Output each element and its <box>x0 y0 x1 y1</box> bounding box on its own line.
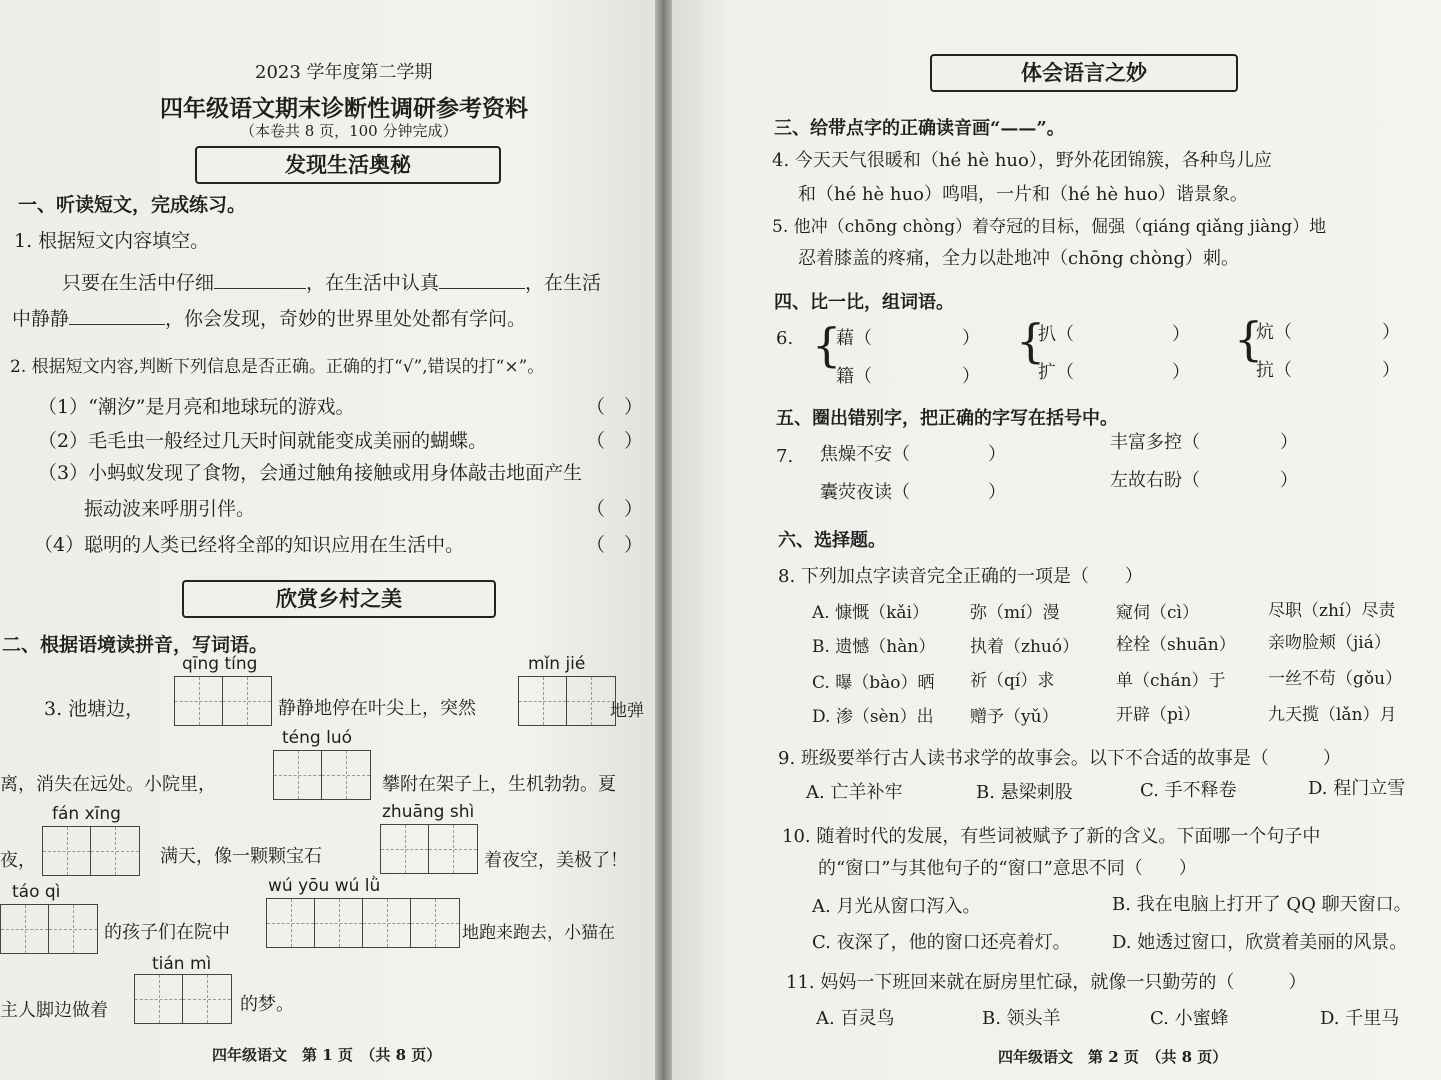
compare-char: 炕（ <box>1256 322 1292 343</box>
pinyin-label: táo qì <box>12 882 61 902</box>
compare-char: 扩（ <box>1038 362 1074 383</box>
answer-paren[interactable]: （ ） <box>586 498 644 520</box>
option-row[interactable]: C. 曝（bào）晒 <box>812 673 935 693</box>
char-grid[interactable] <box>42 826 140 876</box>
question-11: 11. 妈妈一下班回来就在厨房里忙碌，就像一只勤劳的（ ） <box>786 972 1307 993</box>
answer-paren[interactable]: （ ） <box>586 430 644 452</box>
option[interactable]: C. 夜深了，他的窗口还亮着灯。 <box>812 932 1071 953</box>
pinyin-label: mǐn jié <box>528 654 586 674</box>
question-8: 8. 下列加点字读音完全正确的一项是（ ） <box>778 566 1143 587</box>
compare-char: 藉（ <box>836 328 872 349</box>
brace-icon: { <box>1234 312 1264 366</box>
question-2: 2. 根据短文内容,判断下列信息是否正确。正确的打“√”,错误的打“×”。 <box>10 357 545 377</box>
left-page <box>0 0 655 1080</box>
section-3-heading: 三、给带点字的正确读音画“——”。 <box>774 118 1065 139</box>
option[interactable]: A. 百灵鸟 <box>816 1008 895 1029</box>
option-row[interactable]: D. 渗（sèn）出 <box>812 707 934 727</box>
char-grid[interactable] <box>266 898 460 948</box>
section-5-heading: 五、圈出错别字，把正确的字写在括号中。 <box>776 408 1118 429</box>
answer-paren[interactable]: （ ） <box>586 534 644 556</box>
typo-item: 丰富多控（ <box>1110 432 1200 453</box>
brace-icon: { <box>812 318 842 372</box>
question-3-text: 的梦。 <box>240 994 294 1015</box>
question-4-line-1: 4. 今天天气很暖和（hé hè huo），野外花团锦簇，各种鸟儿应 <box>772 150 1272 171</box>
question-9: 9. 班级要举行古人读书求学的故事会。以下不合适的故事是（ ） <box>778 748 1341 769</box>
pinyin-label: fán xīng <box>52 804 121 824</box>
page-footer-right: 四年级语文 第 2 页 （共 8 页） <box>998 1048 1228 1066</box>
question-3-text: 着夜空，美极了！ <box>484 850 628 871</box>
option[interactable]: C. 手不释卷 <box>1140 780 1237 801</box>
judge-item-3-cont: 振动波来呼朋引伴。 <box>84 498 256 520</box>
pinyin-label: tián mì <box>152 954 212 974</box>
char-grid[interactable] <box>273 750 371 800</box>
question-5-line-2: 忍着膝盖的疼痛，全力以赴地冲（chōng chòng）刺。 <box>798 248 1239 269</box>
option-row[interactable]: A. 慷慨（kǎi） <box>812 603 929 623</box>
question-3-text: 主人脚边做着 <box>0 1000 108 1021</box>
option[interactable]: D. 她透过窗口，欣赏着美丽的风景。 <box>1112 932 1408 953</box>
judge-item-3: （3）小蚂蚁发现了食物，会通过触角接触或用身体敲击地面产生 <box>38 462 583 484</box>
option[interactable]: B. 我在电脑上打开了 QQ 聊天窗口。 <box>1112 894 1412 915</box>
option[interactable]: D. 千里马 <box>1320 1008 1400 1029</box>
char-grid[interactable] <box>0 904 98 954</box>
question-3-prefix: 3. 池塘边， <box>44 698 145 720</box>
char-grid[interactable] <box>380 824 478 874</box>
question-1-line-2: 中静静 ，你会发现，奇妙的世界里处处都有学问。 <box>12 308 527 330</box>
pinyin-label: zhuāng shì <box>382 802 475 822</box>
question-3-text: 地弹 <box>610 701 644 721</box>
option[interactable]: C. 小蜜蜂 <box>1150 1008 1229 1029</box>
typo-item: 左故右盼（ <box>1110 470 1200 491</box>
book-gutter <box>655 0 672 1080</box>
option-row[interactable]: B. 遗憾（hàn） <box>812 637 936 657</box>
right-page: 体会语言之妙 三、给带点字的正确读音画“——”。 4. 今天天气很暖和（hé hè huo），野外花团锦簇，各种鸟儿应 和（hé hè huo）鸣唱，一片和（hé hè huo）谐景象。 5. 他冲（chōng chòng）着夺冠的目标，倔强（qiáng qiǎng jiàng）地 忍着膝盖的疼痛，全力以赴地冲（chōng chòng）刺。 四、比一比，组词语。 6. { 藉（ ） 籍（ ） { 扒（ ） 扩（ ） { 炕（ ） 抗（ ） 五、圈出错别字，把正确的字写在括号中。 7. 焦燥不安（ ） 丰富多控（ ） 囊荧夜读（ ） 左故右盼（ ） 六、选择题。 8. 下列加点字读音完全正确的一项是（ ） A. 慷慨（kǎi） 弥（mí）漫 窥伺（cì） 尽职（zhí）尽责 B. 遗憾（hàn） 执着（zhuó） 栓栓（shuān） 亲吻脸颊（jiá） C. 曝（bào）晒 祈（qí）求 单（chán）于 一丝不苟（gǒu） D. 渗（sèn）出 赠予（yǔ） 开辟（pì） 九天揽（lǎn）月 9. 班级要举行古人读书求学的故事会。以下不合适的故事是（ ） A. 亡羊补牢 B. 悬梁刺股 C. 手不释卷 D. 程门立雪 10. 随着时代的发展，有些词被赋予了新的含义。下面哪一个句子中 的“窗口”与其他句子的“窗口”意思不同（ ） A. 月光从窗口泻入。 B. 我在电脑上打开了 QQ 聊天窗口。 C. 夜深了，他的窗口还亮着灯。 D. 她透过窗口，欣赏着美丽的风景。 11. 妈妈一下班回来就在厨房里忙碌，就像一只勤劳的（ ） A. 百灵鸟 B. 领头羊 C. 小蜜蜂 D. 千里马 四年级语文 第 2 页 （共 8 页） <box>672 0 1441 1080</box>
question-5-line-1: 5. 他冲（chōng chòng）着夺冠的目标，倔强（qiáng qiǎng jiàng）地 <box>772 217 1327 237</box>
question-4-line-2: 和（hé hè huo）鸣唱，一片和（hé hè huo）谐景象。 <box>798 184 1248 205</box>
fill-blank[interactable] <box>439 271 525 289</box>
question-3-text: 离，消失在远处。小院里， <box>0 774 216 795</box>
answer-paren[interactable]: （ ） <box>586 396 644 418</box>
question-3-text: 满天，像一颗颗宝石 <box>160 846 322 867</box>
fill-blank[interactable] <box>69 307 165 325</box>
fill-blank[interactable] <box>214 271 306 289</box>
pinyin-label: téng luó <box>282 728 352 748</box>
section-2-heading: 二、根据语境读拼音，写词语。 <box>2 634 269 656</box>
question-1: 1. 根据短文内容填空。 <box>14 230 210 252</box>
exam-subtitle: （本卷共 8 页，100 分钟完成） <box>240 122 458 140</box>
option[interactable]: B. 悬梁刺股 <box>976 782 1073 803</box>
section-banner-language: 体会语言之妙 <box>930 54 1238 92</box>
question-10-line-2: 的“窗口”与其他句子的“窗口”意思不同（ ） <box>818 858 1197 879</box>
question-10-line-1: 10. 随着时代的发展，有些词被赋予了新的含义。下面哪一个句子中 <box>782 826 1321 847</box>
typo-item: 囊荧夜读（ <box>820 482 910 503</box>
typo-item: 焦燥不安（ <box>820 444 910 465</box>
compare-char: 籍（ <box>836 366 872 387</box>
question-1-line-1: 只要在生活中仔细 ，在生活中认真 ，在生活 <box>62 272 602 294</box>
section-banner-discover: 发现生活奥秘 <box>195 146 501 184</box>
question-3-text: 夜， <box>0 850 36 871</box>
section-6-heading: 六、选择题。 <box>778 530 886 551</box>
pinyin-label: wú yōu wú lǜ <box>268 876 381 896</box>
compare-char: 扒（ <box>1038 324 1074 345</box>
judge-item-2: （2）毛毛虫一般经过几天时间就能变成美丽的蝴蝶。 <box>38 430 488 452</box>
char-grid[interactable] <box>174 676 272 726</box>
section-4-heading: 四、比一比，组词语。 <box>774 292 954 313</box>
brace-icon: { <box>1016 314 1046 368</box>
exam-year: 2023 学年度第二学期 <box>255 62 433 83</box>
option[interactable]: A. 亡羊补牢 <box>806 782 903 803</box>
pinyin-label: qīng tíng <box>182 654 258 674</box>
question-3-text: 攀附在架子上，生机勃勃。夏 <box>382 774 616 795</box>
exam-title: 四年级语文期末诊断性调研参考资料 <box>160 95 528 122</box>
question-7-number: 7. <box>776 446 794 467</box>
question-3-text: 地跑来跑去，小猫在 <box>462 923 615 943</box>
question-3-text: 的孩子们在院中 <box>104 922 230 943</box>
char-grid[interactable] <box>134 974 232 1024</box>
option[interactable]: A. 月光从窗口泻入。 <box>812 896 981 917</box>
compare-char: 抗（ <box>1256 360 1292 381</box>
judge-item-4: （4）聪明的人类已经将全部的知识应用在生活中。 <box>34 534 465 556</box>
section-banner-village: 欣赏乡村之美 <box>182 580 496 618</box>
question-6-number: 6. <box>776 328 794 349</box>
section-1-heading: 一、听读短文，完成练习。 <box>18 194 247 216</box>
option[interactable]: B. 领头羊 <box>982 1008 1061 1029</box>
option[interactable]: D. 程门立雪 <box>1308 778 1406 799</box>
char-grid[interactable] <box>518 676 616 726</box>
question-3-text: 静静地停在叶尖上，突然 <box>278 698 476 719</box>
judge-item-1: （1）“潮汐”是月亮和地球玩的游戏。 <box>38 396 355 418</box>
page-footer-left: 四年级语文 第 1 页 （共 8 页） <box>212 1046 442 1064</box>
